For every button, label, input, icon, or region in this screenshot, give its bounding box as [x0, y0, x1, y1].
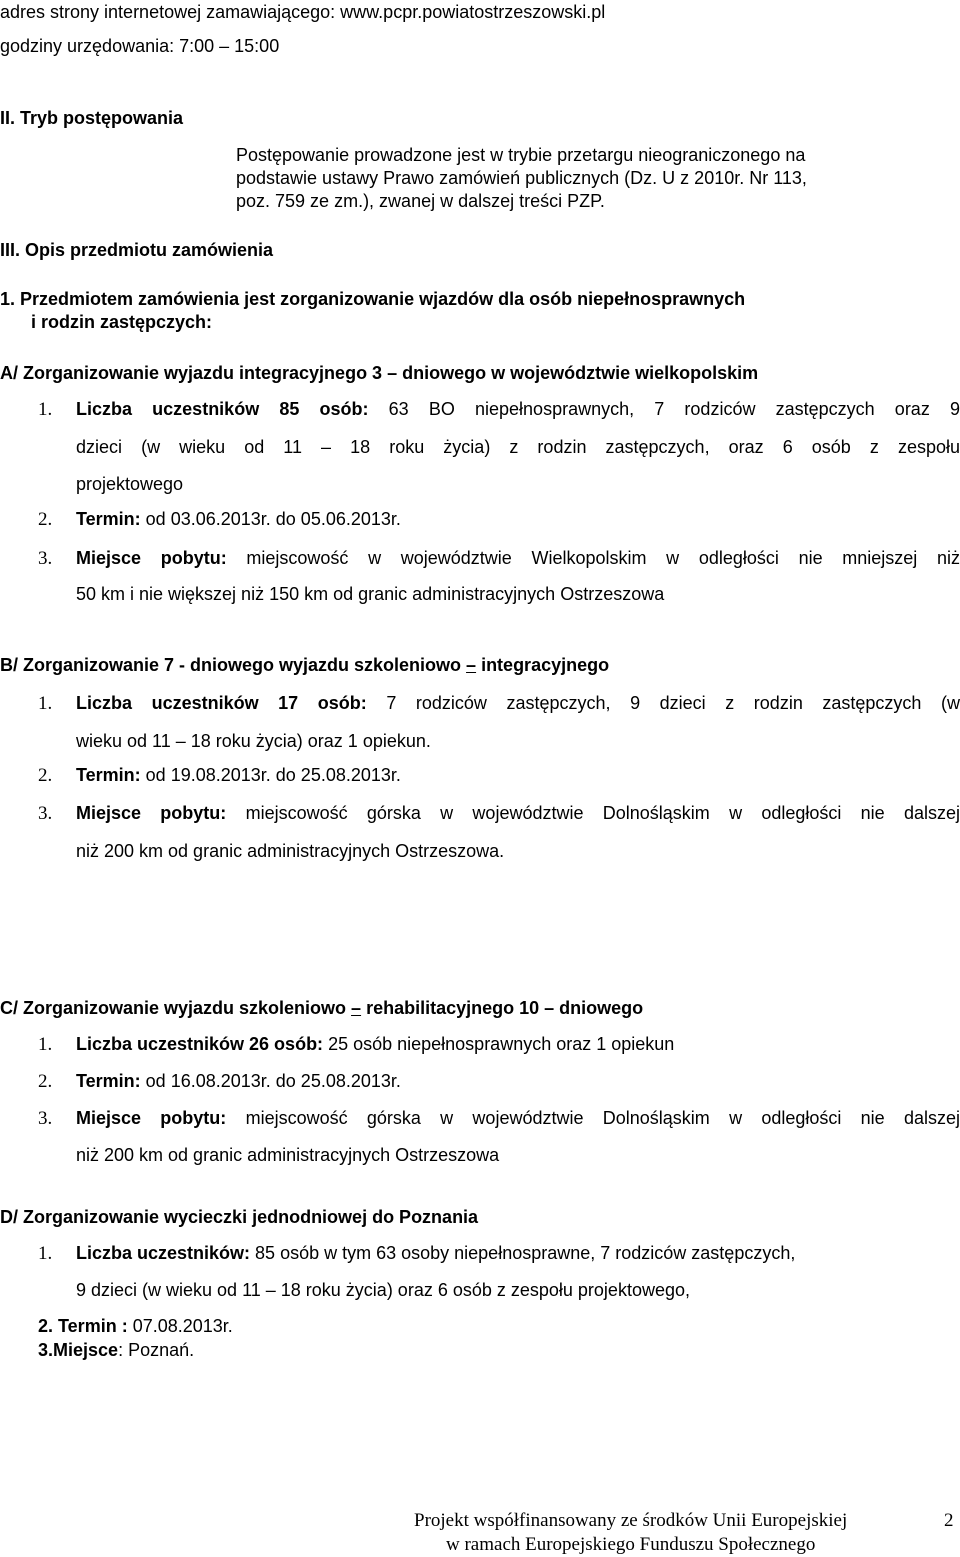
part-b-heading: [0, 655, 609, 677]
part-b-heading-suffix: integracyjnego: [476, 655, 610, 675]
part-a-item-2-line: [76, 509, 401, 531]
part-a-heading: A/ Zorganizowanie wyjazdu integracyjnego 3 – dniowego w województwie wielkopolskim: [0, 363, 759, 383]
part-d-item-1-text: 85 osób w tym 63 osoby niepełnosprawne, 7 rodziców zastępczych,: [250, 1243, 796, 1263]
part-c-item-1-label: Liczba uczestników 26 osób:: [76, 1034, 324, 1054]
part-c-item-3-text: miejscowość górska w województwie Dolnośląskim w odległości nie dalszej: [226, 1108, 960, 1128]
part-a-item-1-line-3: projektowego: [76, 474, 184, 494]
part-c-heading-dash: –: [351, 998, 362, 1018]
part-a-item-1-line-1: [76, 399, 960, 421]
part-b-item-1-label: Liczba uczestników 17 osób:: [76, 693, 367, 713]
part-d-item-3-line: [38, 1340, 194, 1362]
section-2-body-line-3: poz. 759 ze zm.), zwanej w dalszej treści PZP.: [236, 191, 605, 211]
section-2-body-line-1: Postępowanie prowadzone jest w trybie przetargu nieograniczonego na: [236, 145, 806, 165]
part-c-heading: [0, 998, 643, 1020]
part-b-heading-dash: –: [466, 655, 477, 675]
intro-bold: Przedmiotem zamówienia jest zorganizowanie: [20, 289, 415, 309]
intro-number: 1.: [0, 289, 16, 309]
part-c-item-2-line: [76, 1071, 401, 1093]
part-a-item-2-number: 2.: [38, 509, 53, 530]
part-b-item-1-text: 7 rodziców zastępczych, 9 dzieci z rodzin zastępczych (w: [366, 693, 960, 713]
part-d-item-1-label: Liczba uczestników:: [76, 1243, 251, 1263]
part-d-item-1-line-1: [76, 1243, 795, 1265]
part-c-heading-prefix: C/ Zorganizowanie wyjazdu szkoleniowo: [0, 998, 352, 1018]
part-c-item-1-number: 1.: [38, 1034, 53, 1055]
part-b-item-2-line: [76, 765, 401, 787]
part-a-item-3-text: miejscowość w województwie Wielkopolskim w odległości nie mniejszej niż: [226, 548, 960, 568]
part-d-item-3-text: : Poznań.: [118, 1340, 195, 1360]
part-d-item-3-label: 3.Miejsce: [38, 1340, 119, 1360]
part-b-item-2-label: Termin:: [76, 765, 141, 785]
section-3-heading: III. Opis przedmiotu zamówienia: [0, 240, 274, 260]
intro-rest: wjazdów dla osób niepełnosprawnych: [414, 289, 746, 309]
part-b-item-2-text: od 19.08.2013r. do 25.08.2013r.: [140, 765, 401, 785]
part-b-item-3-line-2: niż 200 km od granic administracyjnych Ostrzeszowa.: [76, 841, 505, 861]
part-c-item-3-label: Miejsce pobytu:: [76, 1108, 227, 1128]
part-d-item-1-number: 1.: [38, 1243, 53, 1264]
part-d-item-2-line: [38, 1316, 233, 1338]
part-a-item-3-line-1: [76, 548, 960, 570]
part-d-item-2-text: 07.08.2013r.: [127, 1316, 233, 1336]
website-address: adres strony internetowej zamawiającego: www.pcpr.powiatostrzeszowski.pl: [0, 2, 606, 22]
part-a-item-1-line-2: dzieci (w wieku od 11 – 18 roku życia) z rodzin zastępczych, oraz 6 osób z zespołu: [76, 437, 960, 457]
part-c-item-1-line: [76, 1034, 674, 1056]
part-d-item-2-label: 2. Termin :: [38, 1316, 128, 1336]
part-c-item-2-number: 2.: [38, 1071, 53, 1092]
part-b-item-3-label: Miejsce pobytu:: [76, 803, 227, 823]
part-d-item-1-line-2: 9 dzieci (w wieku od 11 – 18 roku życia) oraz 6 osób z zespołu projektowego,: [76, 1280, 690, 1300]
part-a-item-3-label: Miejsce pobytu:: [76, 548, 227, 568]
section-3-intro-line-1: [0, 289, 745, 311]
part-c-item-2-text: od 16.08.2013r. do 25.08.2013r.: [140, 1071, 401, 1091]
part-b-item-1-line-2: wieku od 11 – 18 roku życia) oraz 1 opiekun.: [76, 731, 431, 751]
part-c-item-3-line-1: [76, 1108, 960, 1130]
section-3-intro-line-2: i rodzin zastępczych:: [31, 312, 213, 332]
office-hours: godziny urzędowania: 7:00 – 15:00: [0, 36, 280, 56]
part-c-heading-suffix: rehabilitacyjnego 10 – dniowego: [361, 998, 644, 1018]
footer-line-2: w ramach Europejskiego Funduszu Społecznego: [446, 1534, 816, 1555]
part-b-item-3-text: miejscowość górska w województwie Dolnośląskim w odległości nie dalszej: [226, 803, 960, 823]
part-a-item-1-number: 1.: [38, 399, 53, 420]
part-a-item-1-text: 63 BO niepełnosprawnych, 7 rodziców zastępczych oraz 9: [368, 399, 960, 419]
part-a-item-3-line-2: 50 km i nie większej niż 150 km od granic administracyjnych Ostrzeszowa: [76, 584, 665, 604]
part-a-item-3-number: 3.: [38, 548, 53, 569]
part-b-item-1-number: 1.: [38, 693, 53, 714]
part-a-item-1-label: Liczba uczestników 85 osób:: [76, 399, 369, 419]
page-number: 2: [944, 1510, 954, 1531]
part-a-item-2-text: od 03.06.2013r. do 05.06.2013r.: [140, 509, 401, 529]
part-c-item-1-text: 25 osób niepełnosprawnych oraz 1 opiekun: [323, 1034, 675, 1054]
part-b-item-3-number: 3.: [38, 803, 53, 824]
part-b-item-2-number: 2.: [38, 765, 53, 786]
part-c-item-3-number: 3.: [38, 1108, 53, 1129]
section-2-heading: II. Tryb postępowania: [0, 108, 184, 128]
section-2-body-line-2: podstawie ustawy Prawo zamówień publicznych (Dz. U z 2010r. Nr 113,: [236, 168, 807, 188]
footer-line-1: Projekt współfinansowany ze środków Unii Europejskiej: [414, 1510, 848, 1531]
part-b-heading-prefix: B/ Zorganizowanie 7 - dniowego wyjazdu szkoleniowo: [0, 655, 467, 675]
part-d-heading: D/ Zorganizowanie wycieczki jednodniowej do Poznania: [0, 1207, 479, 1227]
part-b-item-3-line-1: [76, 803, 960, 825]
part-c-item-2-label: Termin:: [76, 1071, 141, 1091]
part-b-item-1-line-1: [76, 693, 960, 715]
part-c-item-3-line-2: niż 200 km od granic administracyjnych Ostrzeszowa: [76, 1145, 500, 1165]
part-a-item-2-label: Termin:: [76, 509, 141, 529]
